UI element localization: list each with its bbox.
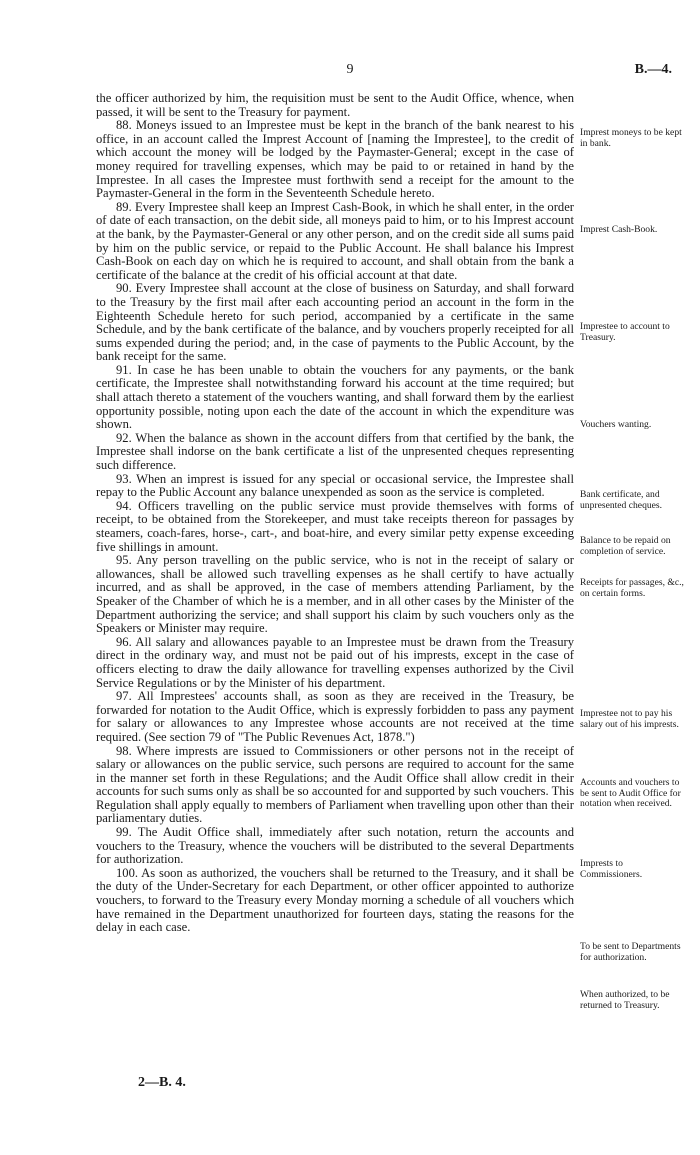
margin-note-salary: Imprestee not to pay his salary out of his imprests. [580,708,679,730]
signature-mark: 2—B. 4. [138,1075,186,1090]
paragraph-92: 92. When the balance as shown in the account differs from that certified by the bank, the Imprestee shall indorse on the bank certificate a list of the unpresented cheques representing such difference. [96,430,574,473]
margin-note-cash-book: Imprest Cash-Book. [580,224,658,235]
document-reference: B.—4. [634,62,672,77]
paragraph-89: 89. Every Imprestee shall keep an Imprest Cash-Book, in which he shall enter, in the order of date of each transaction, on the debit side, all moneys paid to him, or to his Imprest account at the bank, by the Paymaster-General or any other person, and on the credit side all sums paid by him on the public service, or repaid to the Public Account. He shall balance his Imprest Cash-Book on each day on which he is required to account, and shall obtain from the bank a certificate of the balance at the credit of his official account at that date. [96,199,574,282]
margin-note-imprest-moneys: Imprest moneys to be kept in bank. [580,127,682,149]
paragraph-97: 97. All Imprestees' accounts shall, as soon as they are received in the Treasury, be forwarded for notation to the Audit Office, which is expressly forbidden to pass any payment for salary or allowances to any Imprestee whose accounts are not received at the time required. (See section 79 of "The Public Revenues Act, 1878.") [96,689,574,744]
paragraph-91: 91. In case he has been unable to obtain the vouchers for any payments, or the bank certificate, the Imprestee shall notwithstanding forward his account at the time required; but shall attach thereto a statement of the vouchers wanting, and shall forward them by the earliest opportunity possible, noting upon each the date of the account in which the expenditure was shown. [96,362,574,432]
margin-note-account-treasury: Imprestee to account to Treasury. [580,321,670,343]
paragraph-100: 100. As soon as authorized, the vouchers shall be returned to the Treasury, and it shall be the duty of the Under-Secretary for each Department, or other officer appointed to authorize vouchers, to forward to the Treasury every Monday morning a schedule of all vouchers which have remained in the Department unauthorized for fourteen days, stating the reasons for the delay in each case. [96,865,574,935]
margin-note-audit-office: Accounts and vouchers to be sent to Audit Office for notation when received. [580,777,681,810]
paragraph-95: 95. Any person travelling on the public service, who is not in the receipt of salary or allowances, shall be allowed such travelling expenses as he shall certify to have actually incurred, and as shall be approved, in the case of members attending Parliament, by the Speaker of the Chamber of which he is a member, and in all other cases by the Minister of the Department authorizing the service; and shall support his claim by such vouchers only as the Speakers or Minister may require. [96,553,574,636]
paragraph-93: 93. When an imprest is issued for any special or occasional service, the Imprestee shall repay to the Public Account any balance unexpended as soon as the service is completed. [96,471,574,500]
margin-note-returned: When authorized, to be returned to Treasury. [580,989,670,1011]
paragraph-98: 98. Where imprests are issued to Commissioners or other persons not in the receipt of salary or allowances on the public service, such persons are required to account for the same in the manner set forth in these Regulations; and the Audit Office shall allow credit in their accounts for such sums only as shall be so accounted for and supported by such vouchers. This Regulation shall apply equally to members of Parliament when travelling upon other than their parliamentary duties. [96,743,574,826]
margin-note-vouchers-wanting: Vouchers wanting. [580,419,652,430]
paragraph-continued: the officer authorized by him, the requisition must be sent to the Audit Office, whence, when passed, it will be sent to the Treasury for payment. [96,91,574,119]
paragraph-96: 96. All salary and allowances payable to an Imprestee must be drawn from the Treasury direct in the ordinary way, and must not be paid out of his imprests, except in the case of officers electing to draw the daily allowance for travelling expenses authorized by the Civil Service Regulations or by the Minister of his department. [96,634,574,690]
margin-note-balance-repaid: Balance to be repaid on completion of service. [580,535,671,557]
body-text [96,92,574,935]
page-number: 9 [346,62,354,77]
paragraph-94: 94. Officers travelling on the public service must provide themselves with forms of receipt, to be obtained from the Storekeeper, and must take receipts thereon for passages by steamers, coach-fares, horse-, cart-, and boat-hire, and every similar petty expense exceeding five shillings in amount. [96,498,574,554]
margin-note-departments: To be sent to Departments for authorization. [580,941,681,963]
margin-note-commissioners: Imprests to Commissioners. [580,858,643,880]
paragraph-99: 99. The Audit Office shall, immediately after such notation, return the accounts and vouchers to the Treasury, whence the vouchers will be distributed to the several Departments for authorization. [96,825,574,867]
margin-note-receipts: Receipts for passages, &c., on certain forms. [580,577,684,599]
paragraph-88: 88. Moneys issued to an Imprestee must be kept in the branch of the bank nearest to his office, in an account called the Imprest Account of [naming the Imprestee], to the credit of which account the money will be lodged by the Paymaster-General; except in the case of money required for travelling expenses, which may be paid to or retained in hand by the Imprestee. In all cases the Imprestee must forthwith send a receipt for the amount to the Paymaster-General in the form in the Seventeenth Schedule hereto. [96,118,574,201]
margin-note-bank-certificate: Bank certificate, and unpresented cheques. [580,489,663,511]
paragraph-90: 90. Every Imprestee shall account at the close of business on Saturday, and shall forward to the Treasury by the first mail after each accounting period an account in the form in the Eighteenth Schedule hereto for such period, accompanied by a certificate in the same Schedule, and by the bank certificate of the balance, and by vouchers properly receipted for all sums expended during the period; and, in the case of payments to the Public Account, by the bank receipt for the same. [96,281,574,364]
